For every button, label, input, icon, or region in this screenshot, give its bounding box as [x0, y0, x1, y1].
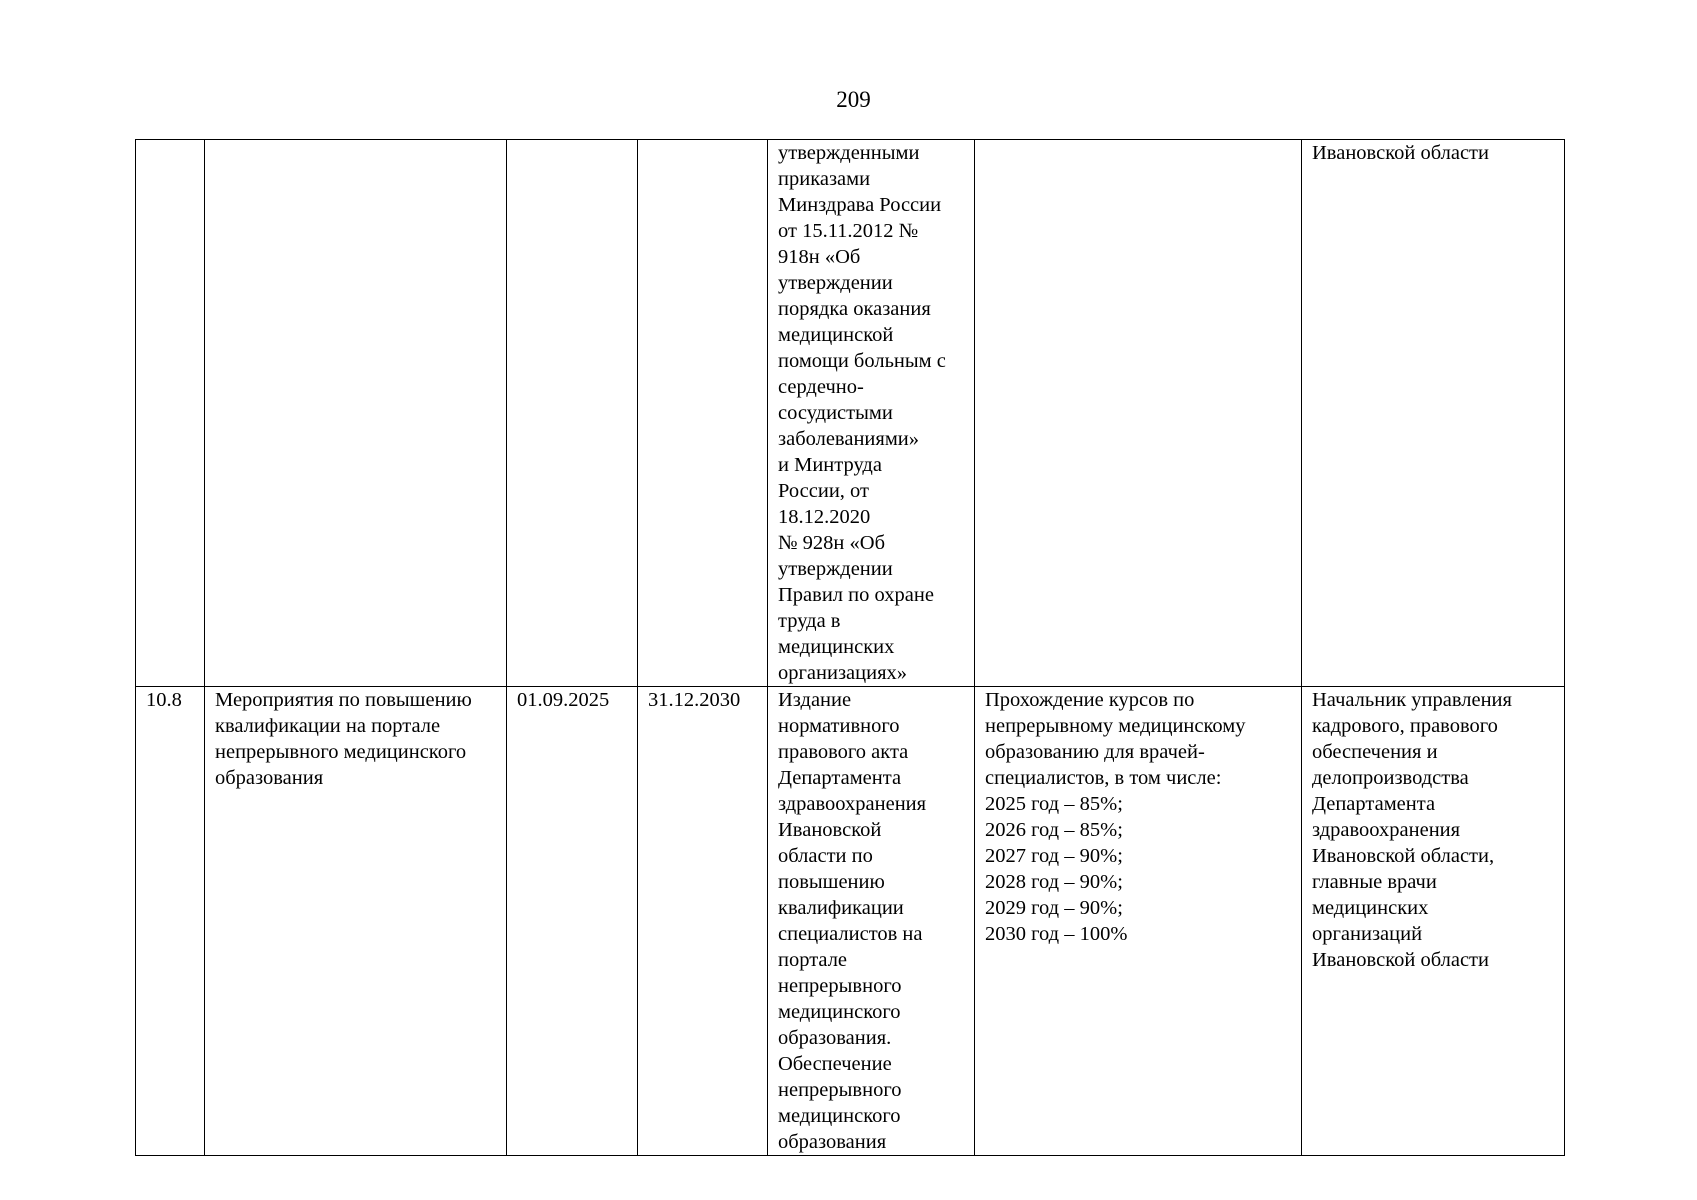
cell-number: 10.8: [136, 687, 205, 1156]
table-row: [136, 140, 1565, 687]
cell-number: [136, 140, 205, 687]
cell-activity-name: [205, 140, 507, 687]
cell-mechanism: утвержденными приказами Минздрава России от 15.11.2012 № 918н «Об утверждении порядка оказания медицинской помощи больным с сердечно- сосудистыми заболеваниями» и Минтруда России, от 18.12.2020 № 928н «Об утверждении Правил по охране труда в медицинских организациях»: [768, 140, 975, 687]
cell-result: Прохождение курсов по непрерывному медицинскому образованию для врачей- специалистов, в том числе: 2025 год – 85%; 2026 год – 85%; 2027 год – 90%; 2028 год – 90%; 2029 год – 90%; 2030 год – 100%: [975, 687, 1302, 1156]
table-row: [136, 687, 1565, 1156]
cell-end-date: 31.12.2030: [638, 687, 768, 1156]
cell-activity-name: Мероприятия по повышению квалификации на портале непрерывного медицинского образования: [205, 687, 507, 1156]
cell-responsible: Начальник управления кадрового, правового обеспечения и делопроизводства Департамента здравоохранения Ивановской области, главные врачи медицинских организаций Ивановской области: [1302, 687, 1565, 1156]
cell-start-date: [507, 140, 638, 687]
activity-table: [135, 139, 1565, 1156]
cell-start-date: 01.09.2025: [507, 687, 638, 1156]
cell-mechanism: Издание нормативного правового акта Департамента здравоохранения Ивановской области по повышению квалификации специалистов на портале непрерывного медицинского образования. Обеспечение непрерывного медицинского образования: [768, 687, 975, 1156]
cell-end-date: [638, 140, 768, 687]
cell-result: [975, 140, 1302, 687]
page-number: 209: [836, 87, 871, 112]
cell-responsible: Ивановской области: [1302, 140, 1565, 687]
